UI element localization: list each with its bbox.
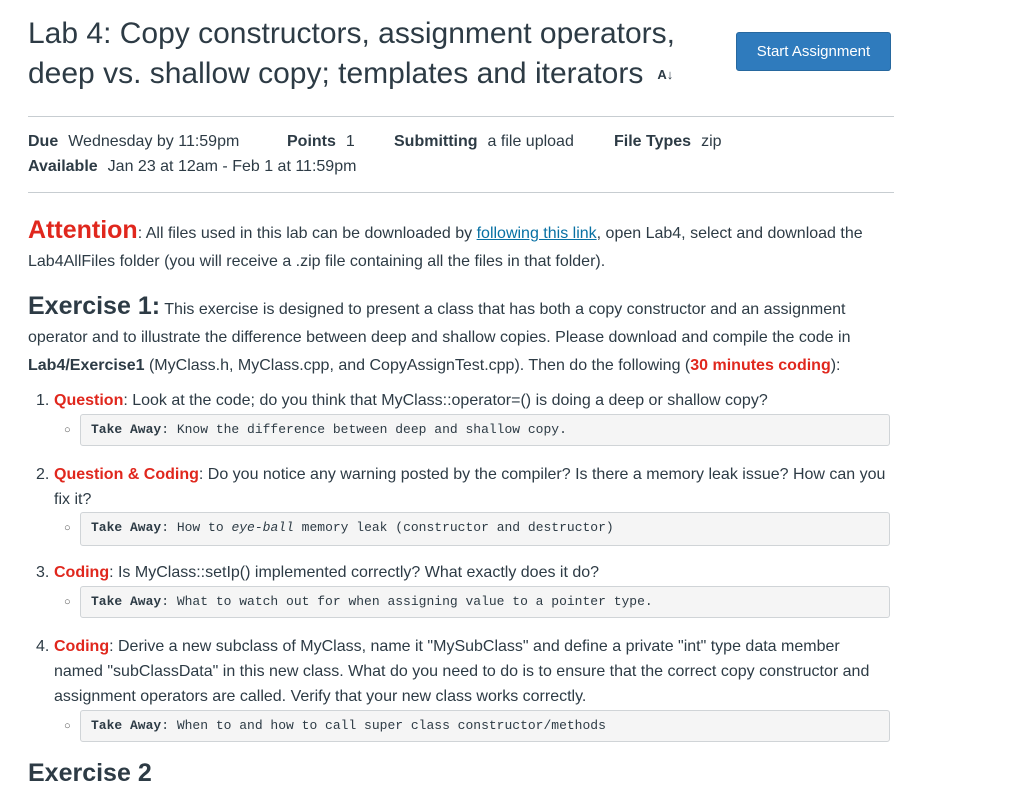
item-tag: Question	[54, 392, 124, 409]
exercise2-heading: Exercise 2	[28, 759, 152, 787]
file-types-value: zip	[701, 133, 722, 150]
list-number: 3.	[36, 564, 50, 581]
submitting-field	[394, 132, 574, 152]
available-value: Jan 23 at 12am - Feb 1 at 11:59pm	[107, 158, 357, 175]
bullet-icon: ○	[64, 596, 71, 608]
list-number: 2.	[36, 466, 50, 483]
list-number: 4.	[36, 638, 50, 655]
points-value: 1	[345, 133, 355, 150]
item-text: : Look at the code; do you think that MyClass::operator=() is doing a deep or shallow copy?	[123, 392, 768, 409]
due-label: Due	[28, 133, 59, 150]
list-item	[54, 634, 890, 709]
item-tag: Question & Coding	[54, 466, 199, 483]
item-text: : Derive a new subclass of MyClass, name it "MySubClass" and define a private "int" type data member named "subClassData" in this new class. What do you need to do is to ensure that the correct copy constructor and assignment operators are called. Verify that your new class works correctly.	[54, 638, 870, 705]
exercise1-paragraph	[28, 292, 890, 380]
file-types-field	[614, 132, 722, 152]
item-tag: Coding	[54, 564, 110, 581]
title-text: Lab 4: Copy constructors, assignment operators, deep vs. shallow copy; templates and iterators	[28, 17, 675, 90]
exercise1-text-a: This exercise is designed to present a class that has both a copy constructor and an assignment operator and to illustrate the difference between deep and shallow copies. Please download and compile the code in	[28, 301, 851, 346]
start-assignment-button[interactable]: Start Assignment	[736, 32, 891, 71]
exercise1-text-c: ):	[830, 357, 841, 374]
takeaway-label: Take Away	[91, 594, 162, 609]
points-field	[287, 132, 355, 152]
file-types-label: File Types	[614, 133, 692, 150]
available-field	[28, 157, 356, 177]
exercise1-label: Exercise 1:	[28, 292, 161, 320]
due-value: Wednesday by 11:59pm	[68, 133, 240, 150]
takeaway-box	[80, 710, 890, 742]
item-text: : Is MyClass::setIp() implemented correctly? What exactly does it do?	[109, 564, 600, 581]
takeaway-box	[80, 586, 890, 618]
takeaway-text: : When to and how to call super class constructor/methods	[161, 718, 606, 733]
takeaway-text: : Know the difference between deep and shallow copy.	[161, 422, 567, 437]
attention-paragraph	[28, 216, 890, 276]
attention-label: Attention	[28, 216, 138, 244]
page-title	[28, 14, 718, 95]
takeaway-label: Take Away	[91, 422, 162, 437]
divider	[28, 116, 894, 117]
list-number: 1.	[36, 392, 50, 409]
takeaway-text-after: memory leak (constructor and destructor)	[293, 520, 614, 535]
takeaway-text: : What to watch out for when assigning value to a pointer type.	[161, 594, 653, 609]
download-link[interactable]: following this link	[476, 225, 597, 242]
list-item	[54, 388, 890, 413]
takeaway-box	[80, 414, 890, 446]
attention-text-after: , open Lab4, select and download the Lab4AllFiles folder (you will receive a .zip file containing all the files in that folder).	[28, 225, 863, 270]
item-tag: Coding	[54, 638, 110, 655]
submitting-value: a file upload	[487, 133, 574, 150]
bullet-icon: ○	[64, 424, 71, 436]
available-label: Available	[28, 158, 98, 175]
takeaway-label: Take Away	[91, 520, 162, 535]
exercise1-time: 30 minutes coding	[690, 357, 831, 374]
bullet-icon: ○	[64, 720, 71, 732]
exercise1-path: Lab4/Exercise1	[28, 357, 145, 374]
item-text: : Do you notice any warning posted by the compiler? Is there a memory leak issue? How can you fix it?	[54, 466, 886, 508]
accessibility-icon[interactable]: A↓	[657, 67, 674, 83]
takeaway-text: : How to	[161, 520, 232, 535]
takeaway-label: Take Away	[91, 718, 162, 733]
due-field	[28, 132, 239, 152]
bullet-icon: ○	[64, 522, 71, 534]
points-label: Points	[287, 133, 336, 150]
takeaway-emphasis: eye-ball	[231, 520, 294, 535]
exercise1-text-b: (MyClass.h, MyClass.cpp, and CopyAssignTest.cpp). Then do the following (	[144, 357, 691, 374]
submitting-label: Submitting	[394, 133, 478, 150]
list-item	[54, 560, 890, 585]
takeaway-box	[80, 512, 890, 546]
divider	[28, 192, 894, 193]
list-item	[54, 462, 890, 512]
attention-text: : All files used in this lab can be downloaded by	[137, 225, 477, 242]
